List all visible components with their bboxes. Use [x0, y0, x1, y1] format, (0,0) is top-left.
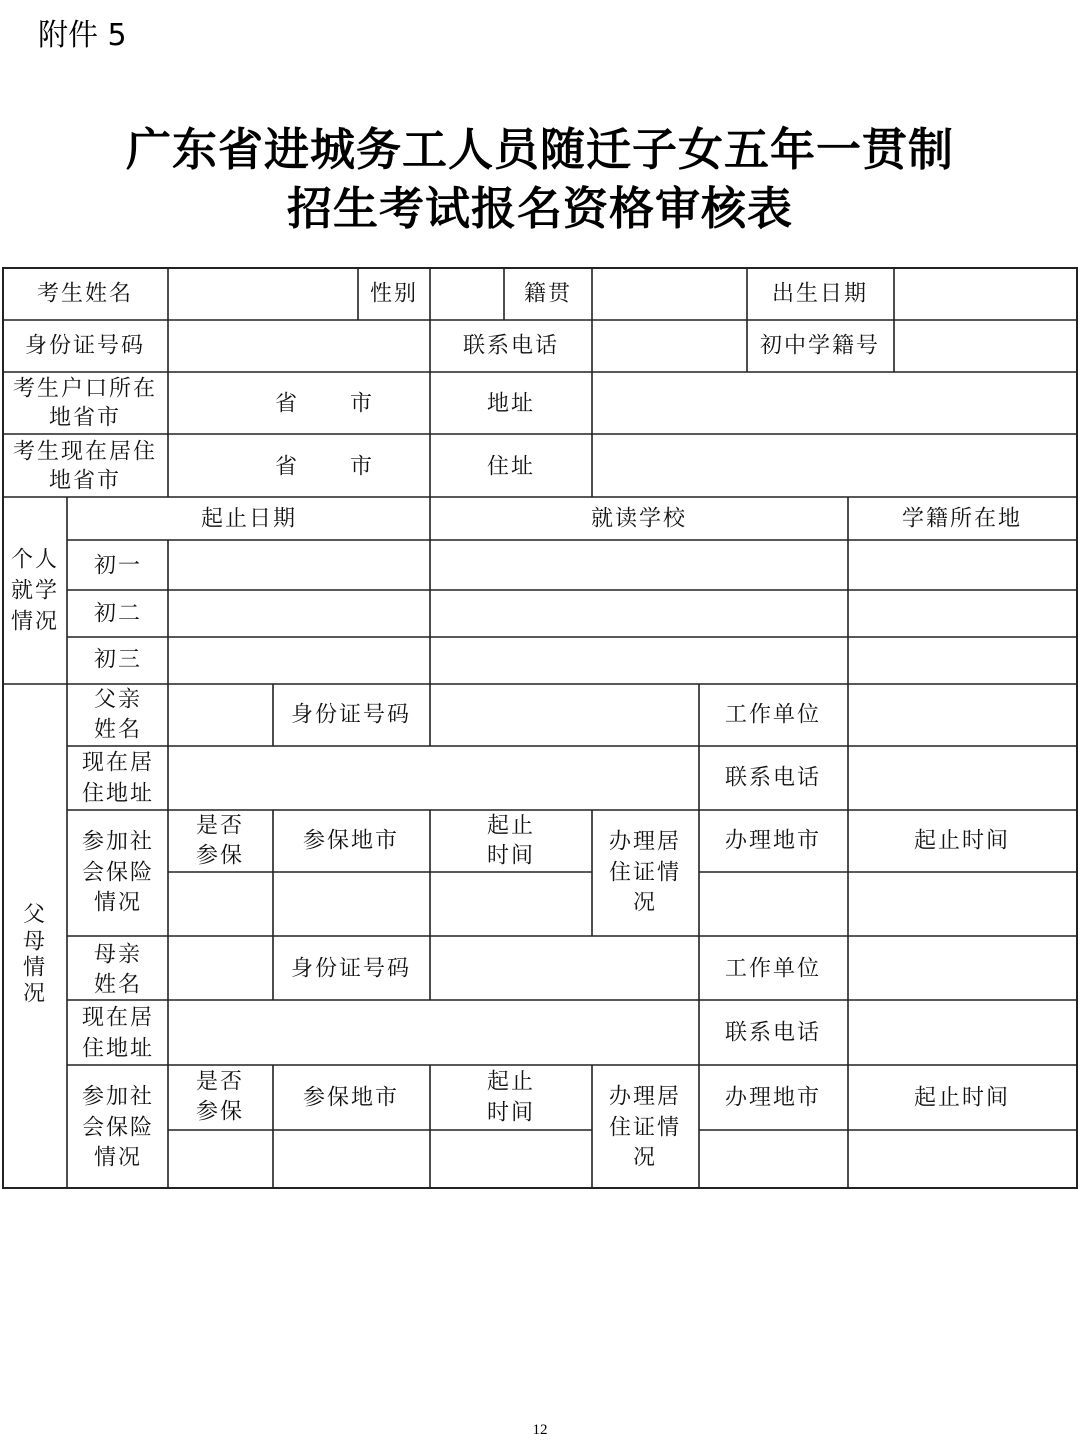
label-father-addr-line2: 住地址 — [81, 781, 155, 807]
label-residence-province: 省 — [274, 454, 300, 480]
label-parents-1: 父 — [22, 902, 48, 928]
label-id-number: 身份证号码 — [24, 333, 146, 359]
attachment-label: 附件 5 — [38, 18, 127, 53]
label-schooling-2: 就学 — [10, 578, 60, 604]
label-father-start-end-1: 起止 — [486, 813, 536, 839]
table-border — [3, 268, 1077, 1188]
label-father-insurance-3: 情况 — [93, 890, 143, 916]
label-schooling-1: 个人 — [10, 547, 60, 573]
label-mother-id: 身份证号码 — [290, 956, 412, 982]
label-father-id: 身份证号码 — [290, 702, 412, 728]
label-father-insurance-2: 会保险 — [81, 860, 155, 886]
label-phone: 联系电话 — [462, 333, 560, 359]
label-mother-line2: 姓名 — [93, 972, 143, 998]
label-mother-insured-1: 是否 — [195, 1069, 245, 1095]
label-schooling-3: 情况 — [10, 609, 60, 635]
label-birth-date: 出生日期 — [771, 281, 869, 307]
label-mother-start-end-2: 时间 — [486, 1100, 536, 1126]
label-mother-addr-line1: 现在居 — [81, 1005, 155, 1031]
label-mother-permit-time: 起止时间 — [913, 1085, 1011, 1111]
label-mother-work-unit: 工作单位 — [724, 956, 822, 982]
label-mother-insured-city: 参保地市 — [302, 1085, 400, 1111]
label-father-permit-1: 办理居 — [608, 829, 682, 855]
label-native-place: 籍贯 — [523, 281, 573, 307]
label-father-line2: 姓名 — [93, 717, 143, 743]
label-province: 省 — [274, 391, 300, 417]
label-father-addr-line1: 现在居 — [81, 750, 155, 776]
label-mother-insurance-2: 会保险 — [81, 1115, 155, 1141]
label-residence-line1: 考生现在居住 — [12, 439, 158, 465]
header-reg-location: 学籍所在地 — [901, 506, 1023, 532]
label-grade-3: 初三 — [93, 647, 143, 673]
label-school-reg-no: 初中学籍号 — [759, 333, 881, 359]
label-mother-insurance-3: 情况 — [93, 1145, 143, 1171]
label-father-insured-1: 是否 — [195, 813, 245, 839]
label-parents-3: 情 — [22, 955, 48, 981]
label-father-permit-2: 住证情 — [608, 860, 682, 886]
label-father-phone: 联系电话 — [724, 765, 822, 791]
label-mother-line1: 母亲 — [93, 942, 143, 968]
label-father-permit-3: 况 — [632, 890, 658, 916]
form-title-line-1: 广东省进城务工人员随迁子女五年一贯制 — [125, 123, 954, 176]
label-address: 地址 — [486, 391, 536, 417]
label-mother-insured-2: 参保 — [195, 1099, 245, 1125]
label-father-start-end-2: 时间 — [486, 843, 536, 869]
page-number: 12 — [532, 1422, 548, 1438]
label-mother-permit-city: 办理地市 — [724, 1085, 822, 1111]
label-student-name: 考生姓名 — [36, 281, 134, 307]
label-mother-phone: 联系电话 — [724, 1020, 822, 1046]
label-father-insurance-1: 参加社 — [81, 829, 155, 855]
label-residence-city: 市 — [349, 454, 375, 480]
label-residence-address: 住址 — [486, 454, 536, 480]
label-hukou-line1: 考生户口所在 — [12, 376, 158, 402]
label-mother-start-end-1: 起止 — [486, 1069, 536, 1095]
column-lines — [67, 268, 894, 1188]
label-father-permit-city: 办理地市 — [724, 828, 822, 854]
label-father-insured-city: 参保地市 — [302, 828, 400, 854]
row-lines — [3, 320, 1077, 1130]
label-gender: 性别 — [369, 281, 419, 307]
label-grade-2: 初二 — [93, 601, 143, 627]
label-parents-4: 况 — [22, 981, 48, 1007]
label-father-insured-2: 参保 — [195, 843, 245, 869]
label-city: 市 — [349, 391, 375, 417]
header-school: 就读学校 — [590, 506, 688, 532]
form-title-line-2: 招生考试报名资格审核表 — [286, 182, 793, 235]
label-mother-permit-3: 况 — [632, 1145, 658, 1171]
label-residence-line2: 地省市 — [48, 468, 122, 494]
label-mother-addr-line2: 住地址 — [81, 1036, 155, 1062]
label-father-line1: 父亲 — [93, 687, 143, 713]
header-period: 起止日期 — [200, 506, 298, 532]
label-father-permit-time: 起止时间 — [913, 828, 1011, 854]
label-parents-2: 母 — [22, 929, 48, 955]
label-mother-permit-1: 办理居 — [608, 1084, 682, 1110]
label-mother-permit-2: 住证情 — [608, 1115, 682, 1141]
label-grade-1: 初一 — [93, 553, 143, 579]
label-hukou-line2: 地省市 — [48, 405, 122, 431]
label-mother-insurance-1: 参加社 — [81, 1084, 155, 1110]
label-father-work-unit: 工作单位 — [724, 702, 822, 728]
